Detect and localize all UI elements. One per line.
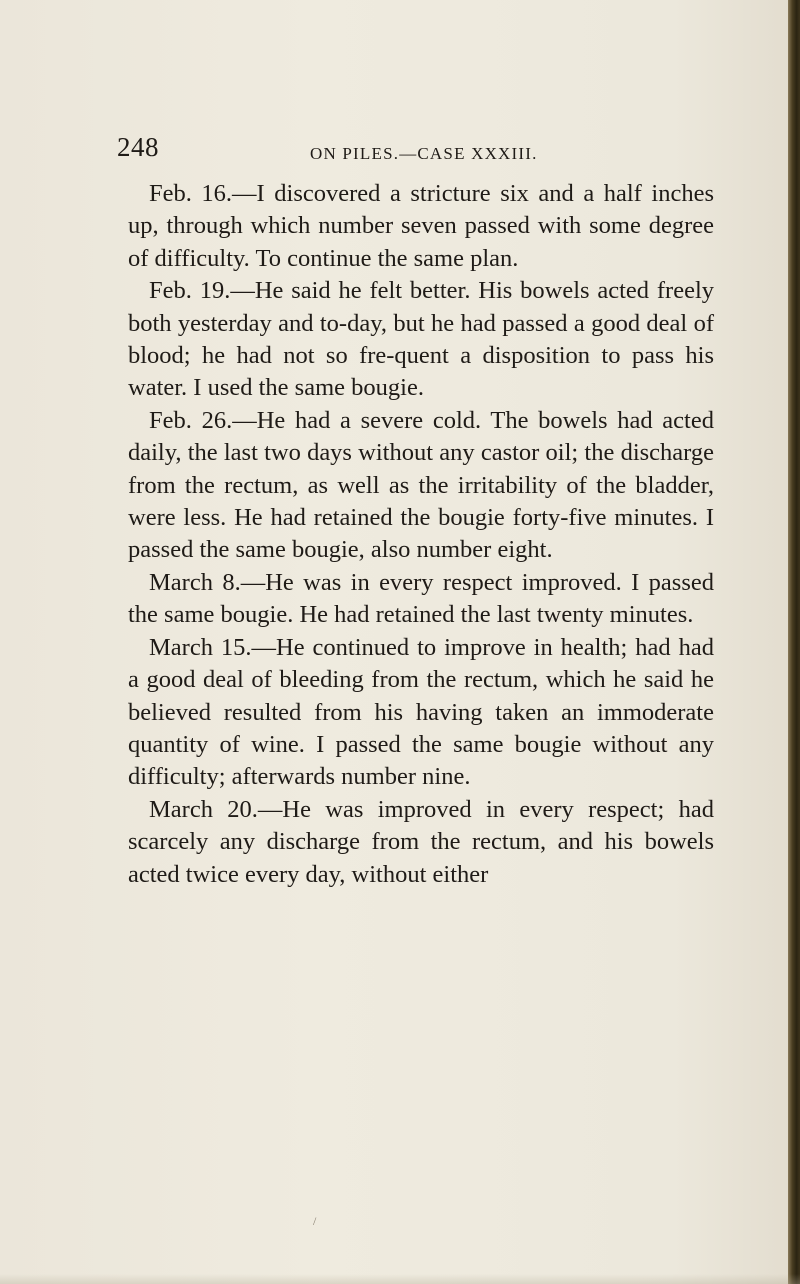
paragraph-march-20: March 20.—He was improved in every respect; had scarcely any discharge from the rectum, and his bowels acted twice every day, without either <box>128 795 714 888</box>
running-head: ON PILES.—CASE XXXIII. <box>310 144 538 163</box>
paragraph-march-8: March 8.—He was in every respect improved. I passed the same bougie. He had retained the last twenty minutes. <box>128 568 714 629</box>
page-number: 248 <box>117 132 159 162</box>
paragraph-feb-16: Feb. 16.—I discovered a stricture six and a half inches up, through which number seven passed with some degree of difficulty. To continue the same plan. <box>128 180 714 272</box>
page-header <box>0 132 790 172</box>
paragraph-march-15: March 15.—He continued to improve in health; had had a good deal of bleeding from the rectum, which he said he believed resulted from his having taken an immoderate quantity of wine. I passed the same bougie without any difficulty; afterwards number nine. <box>128 633 714 791</box>
stray-mark: / <box>313 1214 317 1228</box>
page-bottom-edge <box>0 1274 800 1284</box>
body-text <box>128 178 714 891</box>
paragraph-feb-26: Feb. 26.—He had a severe cold. The bowels had acted daily, the last two days without any castor oil; the discharge from the rectum, as well as the irritability of the bladder, were less. He had retained the bougie forty-five minutes. I passed the same bougie, also number eight. <box>128 406 714 564</box>
binding-edge <box>788 0 800 1284</box>
paragraph-feb-19: Feb. 19.—He said he felt better. His bowels acted freely both yesterday and to-day, but he had passed a good deal of blood; he had not so fre-quent a disposition to pass his water. I used the same bougie. <box>128 277 714 402</box>
